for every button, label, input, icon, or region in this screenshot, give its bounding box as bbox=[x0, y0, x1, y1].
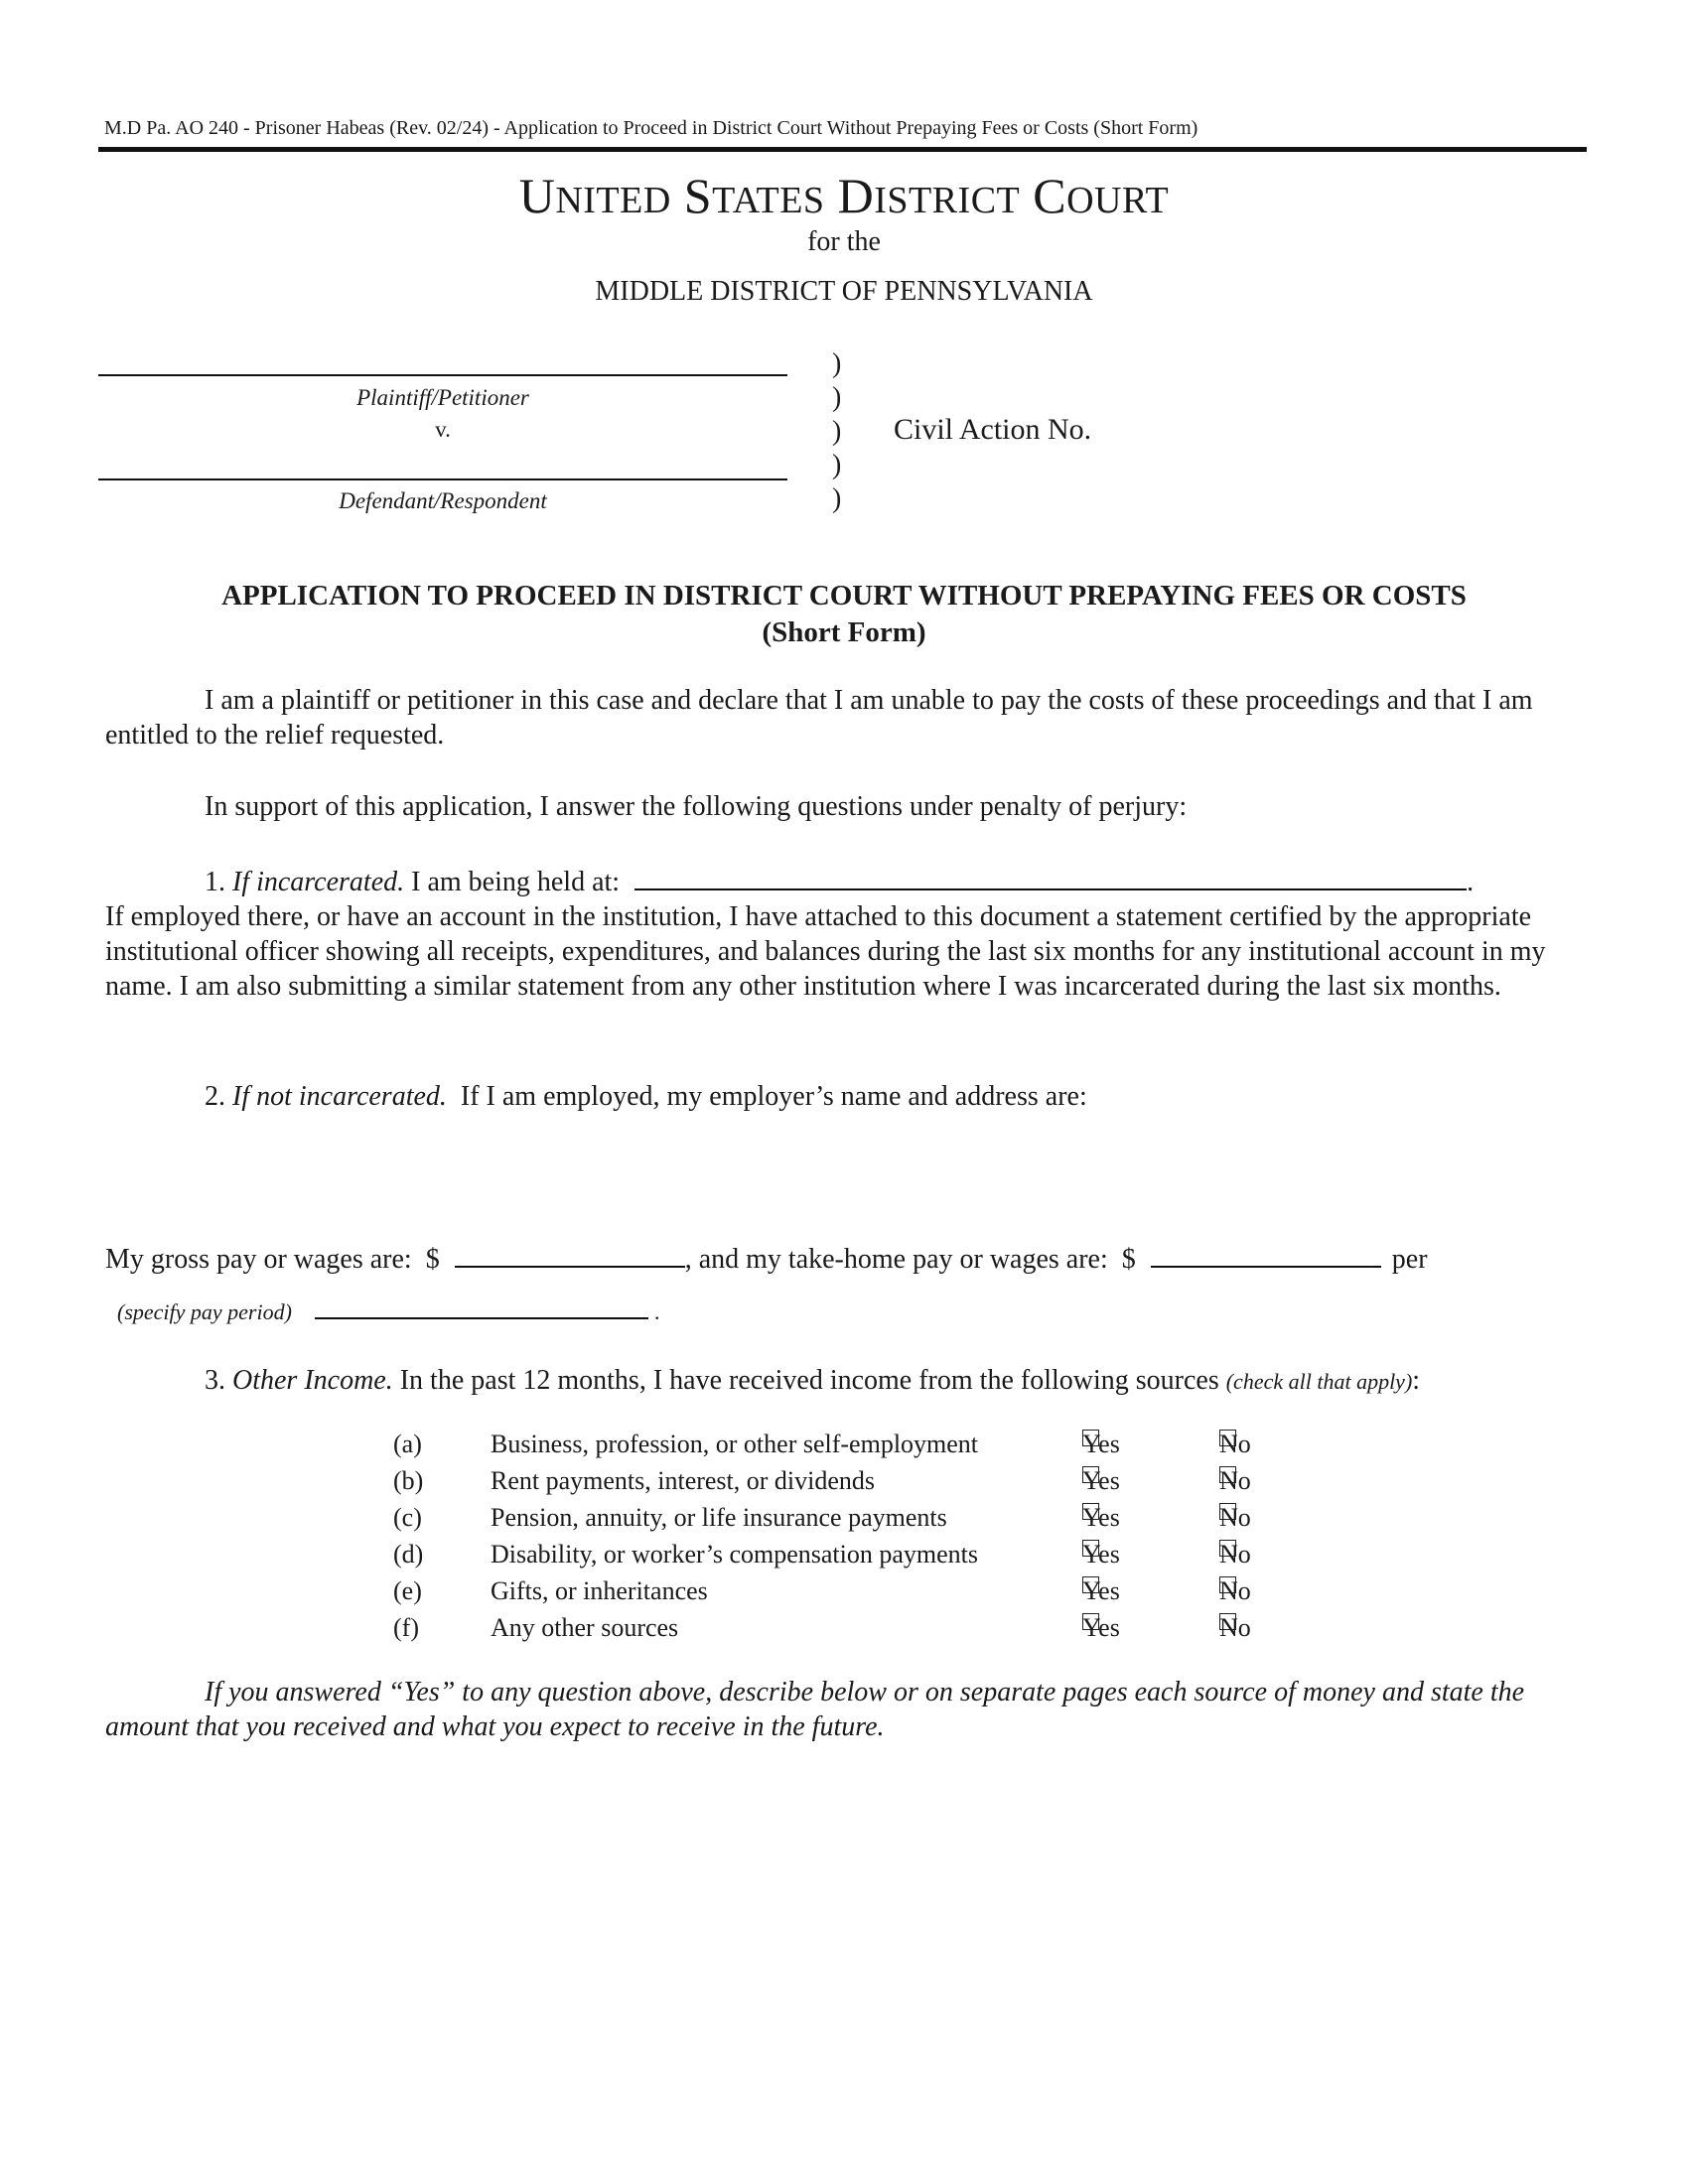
header-rule bbox=[98, 147, 1587, 152]
q1-body: If employed there, or have an account in the institution, I have attached to this document a statement certified by the appropriate institutional officer showing all receipts, expenditures, and balances during the last six months for any institutional account in my name. I am also submitting a similar statement from any other institution where I was incarcerated during the last six months. bbox=[105, 901, 1546, 1002]
plaintiff-label: Plaintiff/Petitioner bbox=[356, 385, 529, 410]
yes-instruction: If you answered “Yes” to any question above, describe below or on separate pages each source of money and state the amount that you received and what you expect to receive in the future. bbox=[105, 1677, 1525, 1742]
defendant-label: Defendant/Respondent bbox=[339, 488, 547, 513]
plaintiff-line[interactable] bbox=[98, 374, 787, 376]
gross-pay-field[interactable] bbox=[455, 1265, 685, 1268]
take-home-pay-field[interactable] bbox=[1151, 1265, 1381, 1268]
declaration-text: I am a plaintiff or petitioner in this case and declare that I am unable to pay the costs of these proceedings and that I am entitled to the relief requested. bbox=[105, 685, 1533, 751]
versus: v. bbox=[435, 417, 451, 442]
income-row: (a) Business, profession, or other self-employment Yes No bbox=[393, 1430, 1251, 1458]
income-row: (b) Rent payments, interest, or dividends Yes No bbox=[393, 1466, 1251, 1495]
civil-action-label: Civil Action No. bbox=[894, 413, 1092, 446]
institution-field[interactable] bbox=[634, 887, 1467, 890]
q2-line: 2. If not incarcerated. If I am employed, my employer’s name and address are: bbox=[205, 1081, 1087, 1112]
paren: ) bbox=[832, 416, 842, 447]
income-row: (d) Disability, or worker’s compensation payments Yes No bbox=[393, 1540, 1251, 1569]
pay-period-field[interactable] bbox=[315, 1316, 648, 1319]
q1-line: 1. If incarcerated. I am being held at: . bbox=[205, 867, 1475, 897]
pay-period-line: (specify pay period) . bbox=[117, 1299, 660, 1324]
district-name: MIDDLE DISTRICT OF PENNSYLVANIA bbox=[595, 276, 1093, 307]
court-title: UNITED STATES DISTRICT COURT bbox=[518, 168, 1170, 223]
paren: ) bbox=[832, 348, 842, 379]
income-row: (c) Pension, annuity, or life insurance payments Yes No bbox=[393, 1503, 1251, 1532]
paren: ) bbox=[832, 382, 842, 413]
income-row: (f) Any other sources Yes No bbox=[393, 1613, 1251, 1642]
application-title: APPLICATION TO PROCEED IN DISTRICT COURT WITHOUT PREPAYING FEES OR COSTS (Short Form) bbox=[221, 580, 1467, 648]
paren: ) bbox=[832, 450, 842, 480]
for-the: for the bbox=[807, 226, 881, 257]
q3-line: 3. Other Income. In the past 12 months, I have received income from the following sources (check all that apply): bbox=[205, 1365, 1421, 1396]
support-text: In support of this application, I answer the following questions under penalty of perjury: bbox=[205, 791, 1188, 822]
income-sources-table bbox=[387, 1430, 1331, 1650]
income-row: (e) Gifts, or inheritances Yes No bbox=[393, 1576, 1251, 1605]
form-header: M.D Pa. AO 240 - Prisoner Habeas (Rev. 02/24) - Application to Proceed in District Court Without Prepaying Fees or Costs (Short Form) bbox=[104, 117, 1198, 139]
paren: ) bbox=[832, 483, 842, 514]
pay-line: My gross pay or wages are: $ , and my take-home pay or wages are: $ per bbox=[105, 1244, 1428, 1275]
defendant-line[interactable] bbox=[98, 478, 787, 480]
